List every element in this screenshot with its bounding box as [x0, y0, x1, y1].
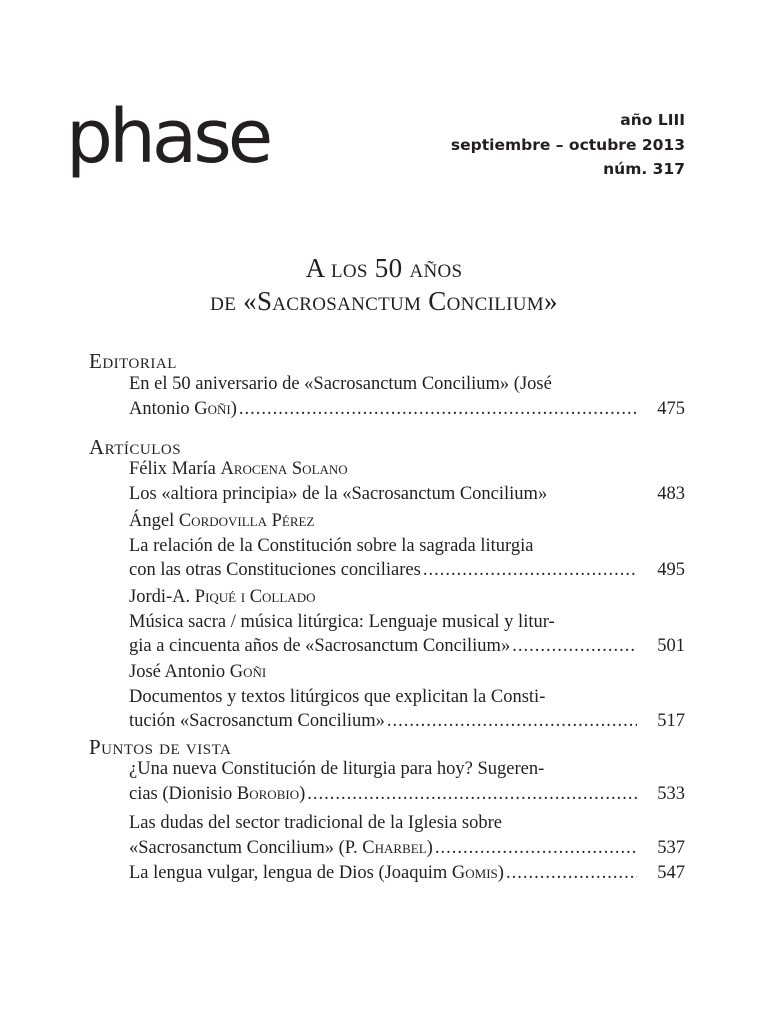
entry-title-line1: ¿Una nueva Constitución de liturgia para hoy? Sugeren-: [129, 759, 545, 779]
entry-title: Los «altiora principia» de la «Sacrosanctum Concilium»: [129, 483, 548, 504]
author-surname: Borobio: [236, 783, 300, 804]
section-heading-editorial: Editorial: [89, 349, 177, 373]
journal-logo: phase: [66, 94, 270, 180]
issue-info: [451, 108, 685, 182]
leader-dots: [506, 861, 637, 886]
page-number: 517: [657, 711, 685, 731]
entry-author: Ángel Cordovilla Pérez: [129, 511, 315, 531]
author-surname: Charbel: [362, 837, 427, 858]
leader-dots: [512, 634, 637, 659]
entry-title-line2: «Sacrosanctum Concilium» (P. Charbel): [129, 837, 433, 858]
entry-title-line2: con las otras Constituciones conciliares: [129, 560, 421, 580]
toc-entry-article-4[interactable]: [129, 660, 685, 734]
entry-title-line1: La relación de la Constitución sobre la sagrada liturgia: [129, 535, 534, 556]
page-number: 537: [657, 837, 685, 858]
section-heading-articulos: Artículos: [89, 435, 182, 459]
page-number: 495: [657, 560, 685, 580]
page-number: 547: [657, 863, 685, 883]
page-number: 533: [657, 783, 685, 804]
entry-title: La lengua vulgar, lengua de Dios (Joaquim Gomis): [129, 863, 504, 883]
author-surname: Goñi: [194, 398, 231, 419]
toc-entry-punto-3[interactable]: [129, 861, 685, 886]
entry-title-line1: En el 50 aniversario de «Sacrosanctum Concilium» (José: [129, 374, 552, 394]
toc-entry-punto-2[interactable]: [129, 811, 685, 860]
leader-dots: [307, 782, 637, 807]
toc-entry-article-3[interactable]: [129, 585, 685, 659]
page-number: 483: [657, 483, 685, 504]
toc-entry-editorial[interactable]: [129, 372, 685, 421]
page-number: 475: [657, 398, 685, 419]
entry-author: José Antonio Goñi: [129, 662, 267, 682]
toc-entry-article-1[interactable]: [129, 457, 685, 506]
issue-title: [0, 252, 768, 318]
entry-title-line2: gia a cincuenta años de «Sacrosanctum Concilium»: [129, 636, 511, 656]
leader-dots: [435, 836, 637, 861]
issue-year: año LIII: [620, 111, 685, 129]
issue-title-line1: A los 50 años: [305, 253, 463, 283]
entry-title-line1: Documentos y textos litúrgicos que explicitan la Consti-: [129, 686, 546, 707]
entry-title-line2: cias (Dionisio Borobio): [129, 783, 306, 804]
issue-title-line2: de «Sacrosanctum Concilium»: [210, 286, 558, 316]
leader-dots: [387, 709, 637, 734]
author-surname: Gomis: [451, 863, 498, 883]
toc-entry-punto-1[interactable]: [129, 757, 685, 806]
entry-title-line1: Música sacra / música litúrgica: Lenguaje musical y litur-: [129, 611, 555, 632]
issue-number: núm. 317: [603, 160, 685, 178]
toc-entry-article-2[interactable]: [129, 509, 685, 583]
leader-dots: [423, 558, 637, 583]
issue-period: septiembre – octubre 2013: [450, 135, 685, 154]
section-heading-puntos-de-vista: Puntos de vista: [89, 735, 232, 759]
leader-dots: [239, 397, 637, 422]
entry-title-line1: Las dudas del sector tradicional de la Iglesia sobre: [129, 813, 502, 833]
entry-title-line2: Antonio Goñi): [129, 398, 237, 419]
entry-title-line2: tución «Sacrosanctum Concilium»: [129, 711, 385, 731]
entry-author: Félix María Arocena Solano: [129, 459, 348, 479]
entry-author: Jordi-A. Piqué i Collado: [129, 587, 316, 607]
page-number: 501: [657, 636, 685, 656]
